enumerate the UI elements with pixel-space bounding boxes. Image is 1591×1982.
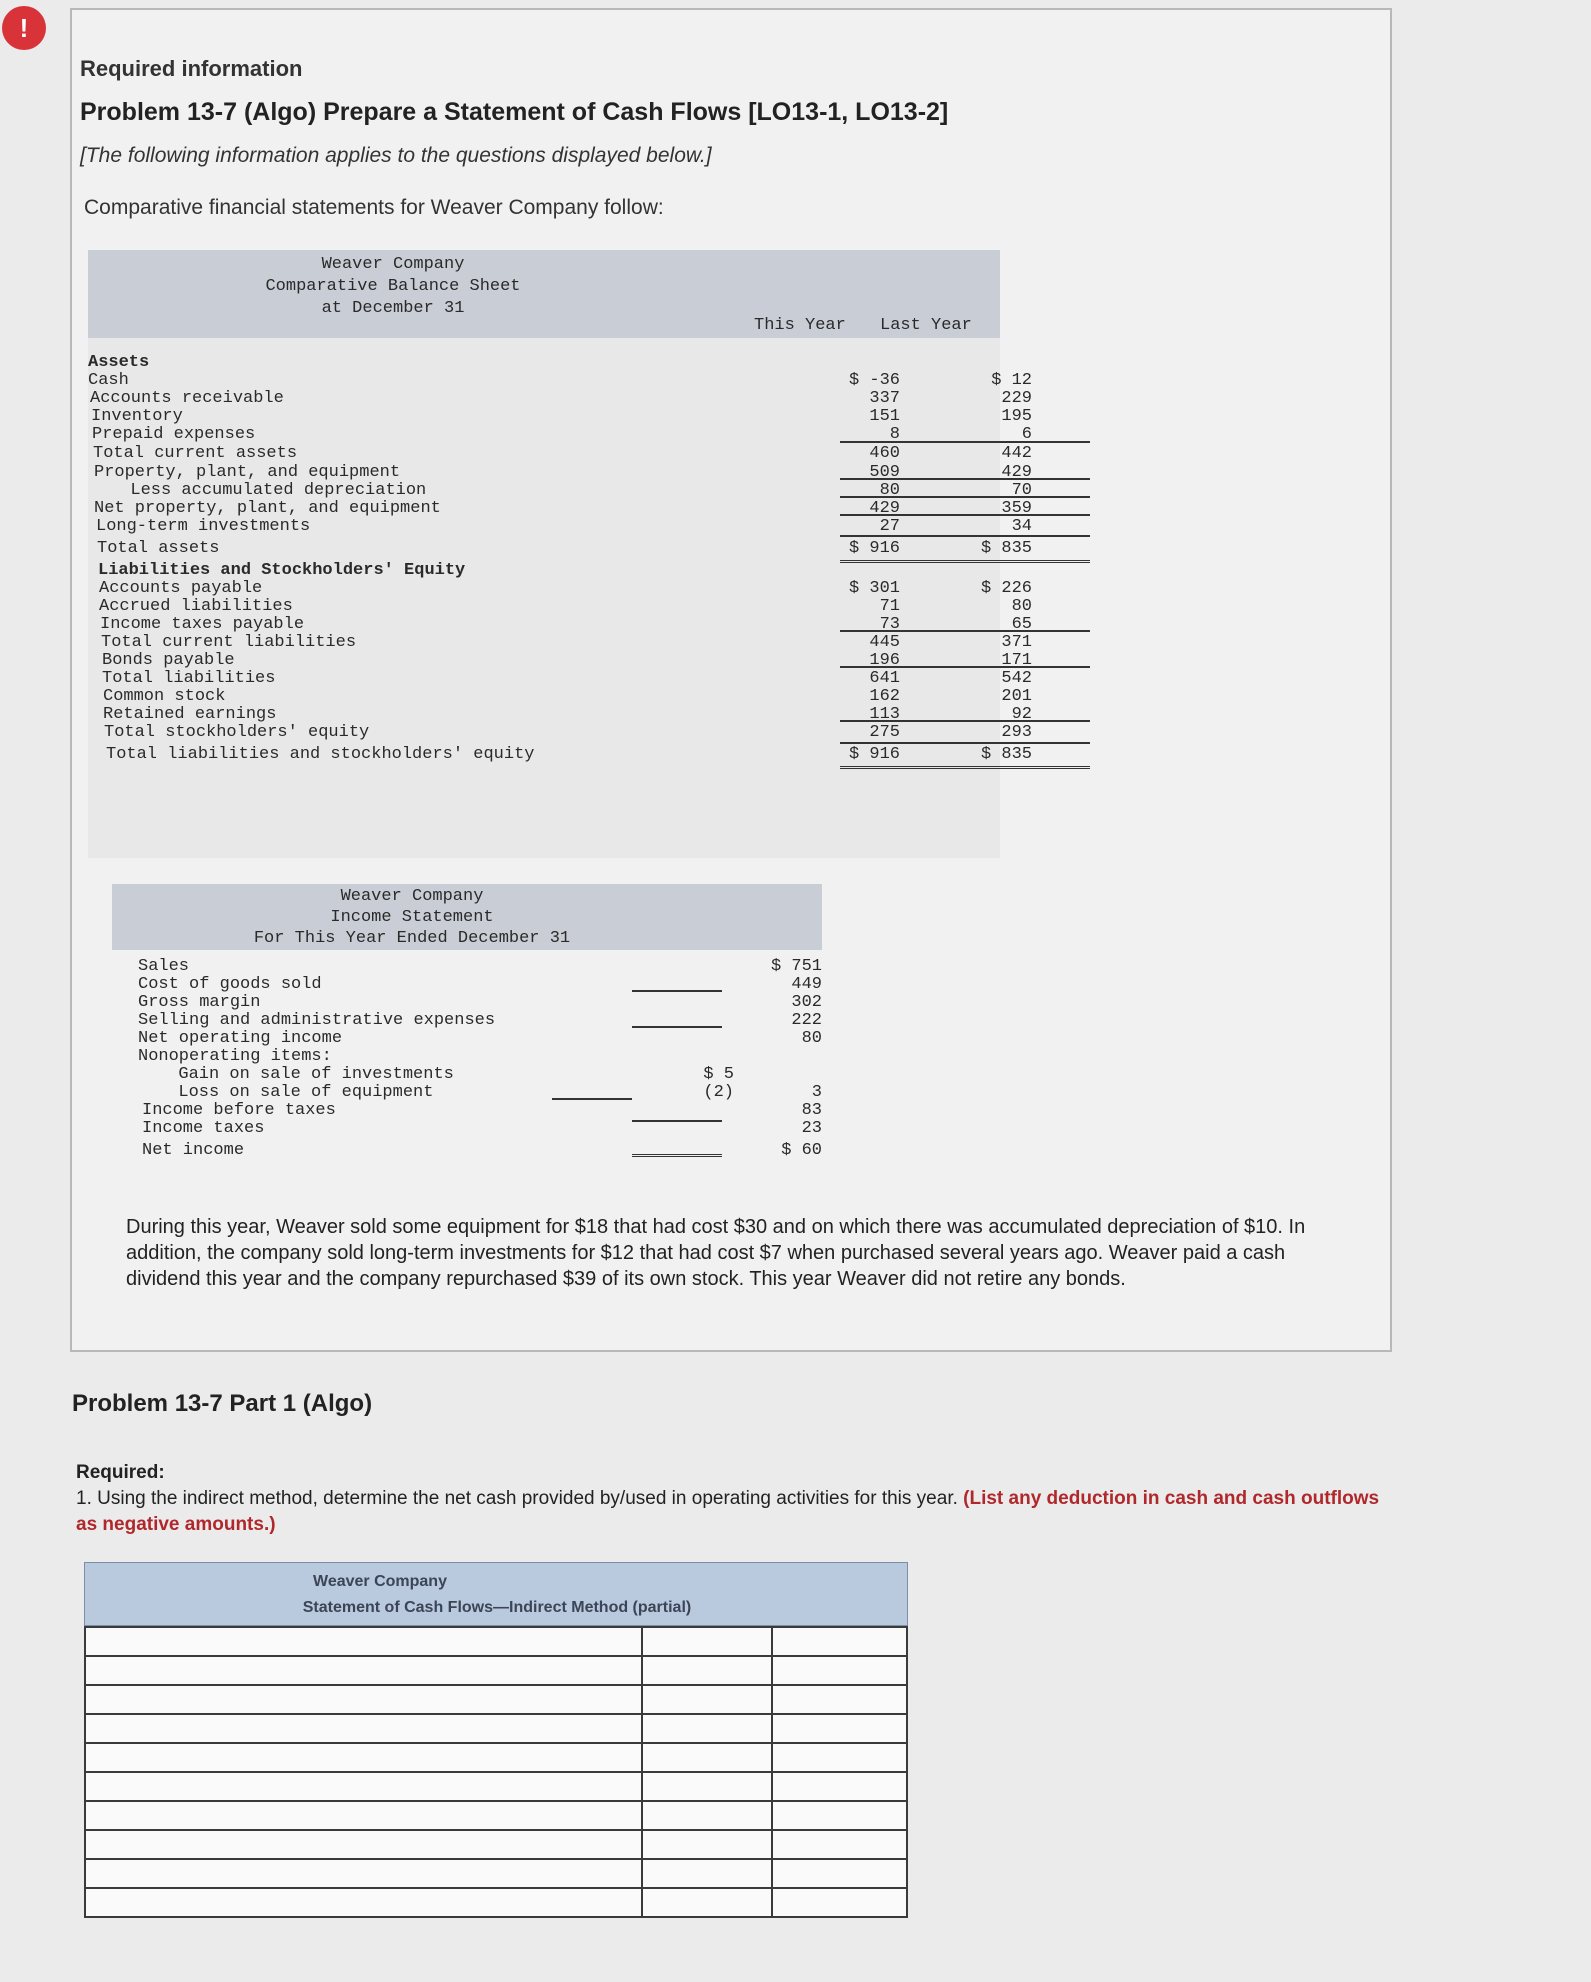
balance-sheet-this-year-value: 113 bbox=[869, 705, 900, 724]
underline-rule bbox=[960, 496, 1090, 498]
balance-sheet-this-year-value: $ 916 bbox=[848, 745, 900, 764]
underline-rule bbox=[960, 560, 1090, 563]
income-statement-row-label: Net income bbox=[142, 1141, 245, 1160]
balance-sheet-row-label: Cash bbox=[88, 371, 129, 390]
balance-sheet-this-year-value: $ -36 bbox=[848, 371, 900, 390]
balance-sheet-this-year-value: 196 bbox=[869, 651, 900, 670]
balance-sheet-row-label: Accounts payable bbox=[99, 579, 263, 598]
cash-flow-cell bbox=[642, 1859, 771, 1888]
income-statement-subtotal-value: $ 5 bbox=[703, 1065, 734, 1084]
cash-flow-description-input[interactable] bbox=[86, 1860, 641, 1887]
cash-flow-cell bbox=[772, 1714, 907, 1743]
info-note: [The following information applies to the questions displayed below.] bbox=[80, 144, 712, 167]
cash-flow-total-input[interactable] bbox=[773, 1831, 906, 1858]
underline-rule bbox=[840, 535, 970, 537]
cash-flow-cell bbox=[85, 1772, 642, 1801]
income-statement-row-label: Sales bbox=[138, 957, 190, 976]
required-instruction-text: 1. Using the indirect method, determine the net cash provided by/used in operating activities for this year. bbox=[76, 1488, 964, 1509]
balance-sheet-last-year-value: 65 bbox=[1011, 615, 1032, 634]
balance-sheet-row-label: Property, plant, and equipment bbox=[94, 463, 401, 482]
cash-flow-description-input[interactable] bbox=[86, 1744, 641, 1771]
income-statement-row-label: Gross margin bbox=[138, 993, 261, 1012]
required-instruction-emphasis: (List any deduction in cash and cash outflows as negative amounts.) bbox=[76, 1488, 1380, 1535]
cash-flow-cell bbox=[772, 1743, 907, 1772]
balance-sheet bbox=[88, 250, 1032, 858]
cash-flow-total-input[interactable] bbox=[773, 1860, 906, 1887]
cash-flow-row bbox=[85, 1830, 907, 1859]
underline-rule bbox=[840, 742, 970, 744]
underline-rule bbox=[960, 514, 1090, 516]
balance-sheet-last-year-value: 70 bbox=[1011, 481, 1032, 500]
income-statement-title-line: Weaver Company bbox=[340, 887, 484, 906]
cash-flow-cell bbox=[772, 1685, 907, 1714]
cash-flow-row bbox=[85, 1627, 907, 1656]
cash-flow-amount-input[interactable] bbox=[643, 1628, 770, 1655]
balance-sheet-row-label: Liabilities and Stockholders' Equity bbox=[98, 561, 466, 580]
balance-sheet-row-label: Total stockholders' equity bbox=[104, 723, 370, 742]
balance-sheet-this-year-value: $ 916 bbox=[848, 539, 900, 558]
cash-flow-cell bbox=[642, 1801, 771, 1830]
cash-flow-row bbox=[85, 1772, 907, 1801]
income-statement-row-label: Loss on sale of equipment bbox=[158, 1083, 434, 1102]
cash-flow-row bbox=[85, 1685, 907, 1714]
required-info-label: Required information bbox=[80, 56, 303, 81]
cash-flow-cell bbox=[85, 1743, 642, 1772]
balance-sheet-row-label: Long-term investments bbox=[96, 517, 311, 536]
cash-flow-cell bbox=[772, 1888, 907, 1917]
balance-sheet-last-year-value: 359 bbox=[1001, 499, 1032, 518]
cash-flow-description-input[interactable] bbox=[86, 1889, 641, 1916]
balance-sheet-row-label: Prepaid expenses bbox=[92, 425, 256, 444]
underline-rule bbox=[840, 496, 970, 498]
balance-sheet-this-year-value: $ 301 bbox=[848, 579, 900, 598]
balance-sheet-last-year-value: 171 bbox=[1001, 651, 1032, 670]
column-header-last-year: Last Year bbox=[880, 316, 972, 335]
balance-sheet-header bbox=[88, 250, 1000, 338]
cash-flow-cell bbox=[772, 1656, 907, 1685]
balance-sheet-last-year-value: 195 bbox=[1001, 407, 1032, 426]
balance-sheet-row-label: Common stock bbox=[103, 687, 226, 706]
balance-sheet-last-year-value: $ 12 bbox=[991, 371, 1032, 390]
cash-flow-amount-input[interactable] bbox=[643, 1802, 770, 1829]
income-statement-row-label: Selling and administrative expenses bbox=[138, 1011, 496, 1030]
cash-flow-total-input[interactable] bbox=[773, 1657, 906, 1684]
income-statement-title-line: Income Statement bbox=[330, 908, 494, 927]
cash-flow-amount-input[interactable] bbox=[643, 1657, 770, 1684]
balance-sheet-this-year-value: 641 bbox=[869, 669, 900, 688]
cash-flow-cell bbox=[772, 1627, 907, 1656]
underline-rule bbox=[960, 766, 1090, 769]
balance-sheet-last-year-value: 429 bbox=[1001, 463, 1032, 482]
underline-rule bbox=[840, 720, 970, 722]
balance-sheet-row-label: Accrued liabilities bbox=[99, 597, 293, 616]
underline-rule bbox=[632, 1154, 722, 1157]
underline-rule bbox=[960, 742, 1090, 744]
balance-sheet-last-year-value: $ 226 bbox=[980, 579, 1032, 598]
cash-flow-cell bbox=[642, 1830, 771, 1859]
balance-sheet-last-year-value: 201 bbox=[1001, 687, 1032, 706]
balance-sheet-last-year-value: 80 bbox=[1011, 597, 1032, 616]
balance-sheet-last-year-value: 542 bbox=[1001, 669, 1032, 688]
balance-sheet-row-label: Total current liabilities bbox=[101, 633, 357, 652]
part-title: Problem 13-7 Part 1 (Algo) bbox=[72, 1390, 373, 1417]
cash-flow-total-input[interactable] bbox=[773, 1802, 906, 1829]
underline-rule bbox=[960, 666, 1090, 668]
balance-sheet-row-label: Inventory bbox=[91, 407, 183, 426]
balance-sheet-last-year-value: 34 bbox=[1011, 517, 1032, 536]
underline-rule bbox=[840, 666, 970, 668]
cash-flow-amount-input[interactable] bbox=[643, 1715, 770, 1742]
income-statement-subtotal-value bbox=[652, 1140, 734, 1162]
balance-sheet-this-year-value: 73 bbox=[879, 615, 900, 634]
alert-icon: ! bbox=[2, 6, 46, 50]
balance-sheet-last-year-value: 371 bbox=[1001, 633, 1032, 652]
underline-rule bbox=[840, 560, 970, 563]
underline-rule bbox=[840, 630, 970, 632]
cash-flow-cell bbox=[642, 1656, 771, 1685]
cash-flow-cell bbox=[772, 1859, 907, 1888]
cash-flow-description-input[interactable] bbox=[86, 1657, 641, 1684]
balance-sheet-this-year-value: 337 bbox=[869, 389, 900, 408]
balance-sheet-this-year-value: 80 bbox=[879, 481, 900, 500]
income-statement-row-label: Net operating income bbox=[138, 1029, 343, 1048]
cash-flow-amount-input[interactable] bbox=[643, 1773, 770, 1800]
balance-sheet-row-label: Total current assets bbox=[93, 444, 298, 463]
balance-sheet-row-label: Bonds payable bbox=[102, 651, 235, 670]
cash-flow-cell bbox=[85, 1859, 642, 1888]
cash-flow-row bbox=[85, 1888, 907, 1917]
narrative-text: During this year, Weaver sold some equipment for $18 that had cost $30 and on which there was accumulated depreciation of $10. In addition, the company sold long-term investments for $12 that had cost $7 when purchased several years ago. Weaver paid a cash dividend this year and the company repurchased $39 of its own stock. This year Weaver did not retire any bonds. bbox=[126, 1216, 1306, 1290]
balance-sheet-last-year-value: 92 bbox=[1011, 705, 1032, 724]
cash-flow-amount-input[interactable] bbox=[643, 1744, 770, 1771]
cash-flow-title: Weaver Company bbox=[313, 1573, 447, 1590]
income-statement-amount-value: 23 bbox=[801, 1119, 822, 1138]
balance-sheet-this-year-value: 27 bbox=[879, 517, 900, 536]
cash-flow-total-input[interactable] bbox=[773, 1715, 906, 1742]
cash-flow-amount-input[interactable] bbox=[643, 1889, 770, 1916]
balance-sheet-this-year-value: 8 bbox=[889, 425, 900, 444]
cash-flow-cell bbox=[85, 1714, 642, 1743]
balance-sheet-this-year-value: 151 bbox=[869, 407, 900, 426]
underline-rule bbox=[632, 1026, 722, 1028]
required-heading: Required: bbox=[76, 1462, 165, 1483]
income-statement-subtotal-value: (2) bbox=[703, 1083, 734, 1102]
cash-flow-cell bbox=[85, 1888, 642, 1917]
cash-flow-row bbox=[85, 1714, 907, 1743]
income-statement-amount-value: 222 bbox=[791, 1011, 822, 1030]
balance-sheet-last-year-value: 293 bbox=[1001, 723, 1032, 742]
income-statement bbox=[112, 884, 822, 1268]
balance-sheet-row-label: Income taxes payable bbox=[100, 615, 305, 634]
income-statement-row-label: Nonoperating items: bbox=[138, 1047, 332, 1066]
cash-flow-cell bbox=[85, 1801, 642, 1830]
underline-rule bbox=[840, 441, 970, 443]
income-statement-amount-value: 80 bbox=[801, 1029, 822, 1048]
cash-flow-row bbox=[85, 1743, 907, 1772]
cash-flow-cell bbox=[642, 1743, 771, 1772]
balance-sheet-last-year-value: 6 bbox=[1021, 425, 1032, 444]
balance-sheet-this-year-value: 445 bbox=[869, 633, 900, 652]
problem-title: Problem 13-7 (Algo) Prepare a Statement of Cash Flows [LO13-1, LO13-2] bbox=[80, 98, 949, 126]
underline-rule bbox=[960, 720, 1090, 722]
required-instructions bbox=[76, 1486, 1396, 1538]
underline-rule bbox=[960, 535, 1090, 537]
cash-flow-total-input[interactable] bbox=[773, 1686, 906, 1713]
income-statement-amount-value: $ 751 bbox=[770, 957, 822, 976]
cash-flow-total-input[interactable] bbox=[773, 1628, 906, 1655]
cash-flow-total-input[interactable] bbox=[773, 1744, 906, 1771]
underline-rule bbox=[552, 1098, 632, 1100]
balance-sheet-row-label: Total assets bbox=[97, 539, 220, 558]
income-statement-title bbox=[112, 886, 712, 949]
column-header-this-year: This Year bbox=[754, 316, 846, 335]
underline-rule bbox=[632, 1120, 722, 1122]
balance-sheet-row-label: Retained earnings bbox=[103, 705, 277, 724]
income-statement-row-label: Gain on sale of investments bbox=[158, 1065, 454, 1084]
balance-sheet-this-year-value: 71 bbox=[879, 597, 900, 616]
cash-flow-cell bbox=[85, 1830, 642, 1859]
cash-flow-cell bbox=[85, 1627, 642, 1656]
cash-flow-row bbox=[85, 1859, 907, 1888]
cash-flow-cell bbox=[772, 1772, 907, 1801]
balance-sheet-row-label: Accounts receivable bbox=[90, 389, 284, 408]
income-statement-title-line: For This Year Ended December 31 bbox=[253, 929, 571, 948]
cash-flow-header bbox=[84, 1562, 908, 1626]
cash-flow-row bbox=[85, 1656, 907, 1685]
balance-sheet-row-label: Net property, plant, and equipment bbox=[94, 499, 441, 518]
balance-sheet-title-line: Weaver Company bbox=[321, 255, 465, 274]
cash-flow-cell bbox=[642, 1772, 771, 1801]
balance-sheet-title bbox=[88, 254, 698, 320]
balance-sheet-this-year-value: 429 bbox=[869, 499, 900, 518]
intro-text: Comparative financial statements for Weaver Company follow: bbox=[84, 196, 664, 219]
income-statement-amount-value: 3 bbox=[811, 1083, 822, 1102]
income-statement-amount-value: 83 bbox=[801, 1101, 822, 1120]
balance-sheet-title-line: Comparative Balance Sheet bbox=[265, 277, 521, 296]
balance-sheet-this-year-value: 162 bbox=[869, 687, 900, 706]
cash-flow-amount-input[interactable] bbox=[643, 1831, 770, 1858]
balance-sheet-this-year-value: 509 bbox=[869, 463, 900, 482]
cash-flow-cell bbox=[642, 1714, 771, 1743]
income-statement-amount-value: 302 bbox=[791, 993, 822, 1012]
cash-flow-description-input[interactable] bbox=[86, 1831, 641, 1858]
cash-flow-cell bbox=[642, 1685, 771, 1714]
underline-rule bbox=[840, 766, 970, 769]
cash-flow-amount-input[interactable] bbox=[643, 1860, 770, 1887]
underline-rule bbox=[840, 478, 970, 480]
cash-flow-description-input[interactable] bbox=[86, 1802, 641, 1829]
underline-rule bbox=[960, 630, 1090, 632]
balance-sheet-row-label: Total liabilities and stockholders' equity bbox=[106, 745, 535, 764]
cash-flow-cell bbox=[642, 1627, 771, 1656]
underline-rule bbox=[960, 441, 1090, 443]
balance-sheet-row-label: Assets bbox=[88, 353, 150, 372]
cash-flow-cell bbox=[772, 1801, 907, 1830]
balance-sheet-title-line: at December 31 bbox=[321, 299, 465, 318]
cash-flow-cell bbox=[772, 1830, 907, 1859]
balance-sheet-row-label: Less accumulated depreciation bbox=[110, 481, 427, 500]
underline-rule bbox=[840, 514, 970, 516]
income-statement-row-label: Income taxes bbox=[142, 1119, 265, 1138]
balance-sheet-this-year-value: 275 bbox=[869, 723, 900, 742]
cash-flow-description-input[interactable] bbox=[86, 1628, 641, 1655]
cash-flow-entry-table bbox=[84, 1626, 908, 1918]
cash-flow-total-input[interactable] bbox=[773, 1773, 906, 1800]
cash-flow-description-input[interactable] bbox=[86, 1773, 641, 1800]
balance-sheet-body bbox=[88, 338, 1032, 858]
cash-flow-statement bbox=[84, 1562, 908, 1918]
cash-flow-amount-input[interactable] bbox=[643, 1686, 770, 1713]
cash-flow-row bbox=[85, 1801, 907, 1830]
income-statement-row-label: Income before taxes bbox=[142, 1101, 336, 1120]
cash-flow-cell bbox=[642, 1888, 771, 1917]
cash-flow-description-input[interactable] bbox=[86, 1715, 641, 1742]
cash-flow-cell bbox=[85, 1685, 642, 1714]
income-statement-amount-value: 449 bbox=[791, 975, 822, 994]
cash-flow-total-input[interactable] bbox=[773, 1889, 906, 1916]
underline-rule bbox=[632, 990, 722, 992]
underline-rule bbox=[960, 478, 1090, 480]
balance-sheet-last-year-value: $ 835 bbox=[980, 539, 1032, 558]
balance-sheet-last-year-value: $ 835 bbox=[980, 745, 1032, 764]
balance-sheet-last-year-value: 229 bbox=[1001, 389, 1032, 408]
income-statement-header bbox=[112, 884, 822, 950]
income-statement-row-label: Cost of goods sold bbox=[138, 975, 322, 994]
balance-sheet-row-label: Total liabilities bbox=[102, 669, 276, 688]
cash-flow-cell bbox=[85, 1656, 642, 1685]
cash-flow-description-input[interactable] bbox=[86, 1686, 641, 1713]
cash-flow-subtitle: Statement of Cash Flows—Indirect Method (partial) bbox=[302, 1599, 692, 1616]
income-statement-amount-value: $ 60 bbox=[781, 1141, 822, 1160]
balance-sheet-this-year-value: 460 bbox=[869, 444, 900, 463]
balance-sheet-last-year-value: 442 bbox=[1001, 444, 1032, 463]
